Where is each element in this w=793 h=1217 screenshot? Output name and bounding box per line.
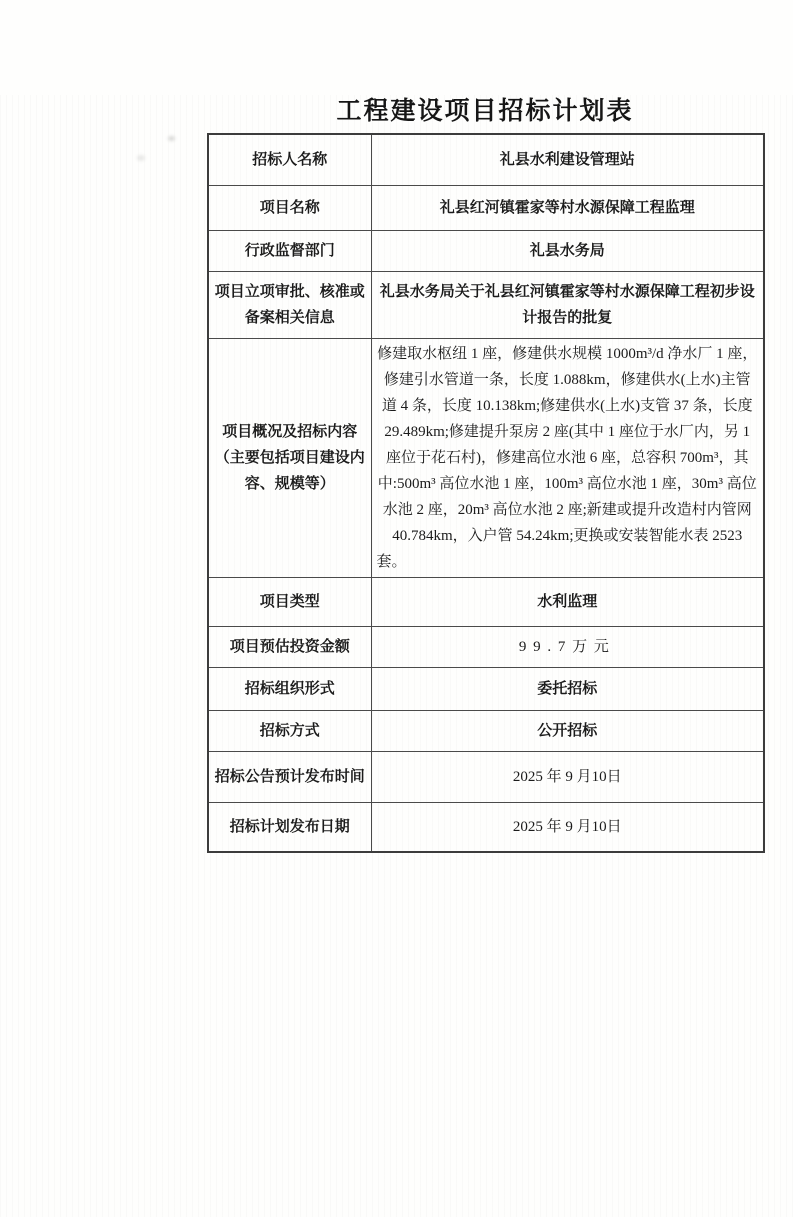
row-label: 项目名称 — [208, 186, 371, 231]
row-estimated-investment — [208, 627, 764, 668]
scan-artifact — [137, 155, 145, 161]
row-label: 项目预估投资金额 — [208, 627, 371, 668]
bidding-plan-table — [207, 133, 765, 853]
row-project-name — [208, 186, 764, 231]
row-project-type — [208, 578, 764, 627]
row-value: 委托招标 — [371, 668, 764, 711]
row-project-overview — [208, 339, 764, 578]
row-value: 礼县水务局 — [371, 231, 764, 272]
row-label: 项目类型 — [208, 578, 371, 627]
row-announcement-date — [208, 752, 764, 803]
row-value: 礼县红河镇霍家等村水源保障工程监理 — [371, 186, 764, 231]
row-value: 99.7万元 — [371, 627, 764, 668]
row-plan-publish-date — [208, 803, 764, 853]
row-value: 2025 年 9 月10日 — [371, 803, 764, 853]
row-organization-form — [208, 668, 764, 711]
page-title: 工程建设项目招标计划表 — [336, 97, 634, 125]
row-approval-info — [208, 272, 764, 339]
row-label: 项目概况及招标内容（主要包括项目建设内容、规模等） — [208, 339, 371, 578]
row-label: 招标公告预计发布时间 — [208, 752, 371, 803]
row-supervising-department — [208, 231, 764, 272]
row-value: 公开招标 — [371, 711, 764, 752]
row-label: 招标人名称 — [208, 134, 371, 186]
row-value: 2025 年 9 月10日 — [371, 752, 764, 803]
row-value: 修建取水枢纽 1 座，修建供水规模 1000m³/d 净水厂 1 座，修建引水管道一条，长度 1.088km，修建供水(上水)主管道 4 条，长度 10.138km;修建供水(上水)支管 37 条，长度 29.489km;修建提升泵房 2 座(其中 1 座位于水厂内，另 1 座位于花石村)，修建高位水池 6 座，总容积 700m³，其中:500m³ 高位水池 1 座，100m³ 高位水池 1 座，30m³ 高位水池 2 座，20m³ 高位水池 2 座;新建或提升改造村内管网 40.784km，入户管 54.24km;更换或安装智能水表 2523 套。 — [371, 339, 764, 578]
row-value: 礼县水务局关于礼县红河镇霍家等村水源保障工程初步设计报告的批复 — [371, 272, 764, 339]
scan-artifact — [168, 136, 175, 141]
row-value: 水利监理 — [371, 578, 764, 627]
row-label: 招标方式 — [208, 711, 371, 752]
row-label: 行政监督部门 — [208, 231, 371, 272]
row-label: 招标计划发布日期 — [208, 803, 371, 853]
document-page — [0, 95, 793, 1217]
row-bidding-method — [208, 711, 764, 752]
row-value: 礼县水利建设管理站 — [371, 134, 764, 186]
row-label: 招标组织形式 — [208, 668, 371, 711]
row-tenderer-name — [208, 134, 764, 186]
row-label: 项目立项审批、核准或备案相关信息 — [208, 272, 371, 339]
